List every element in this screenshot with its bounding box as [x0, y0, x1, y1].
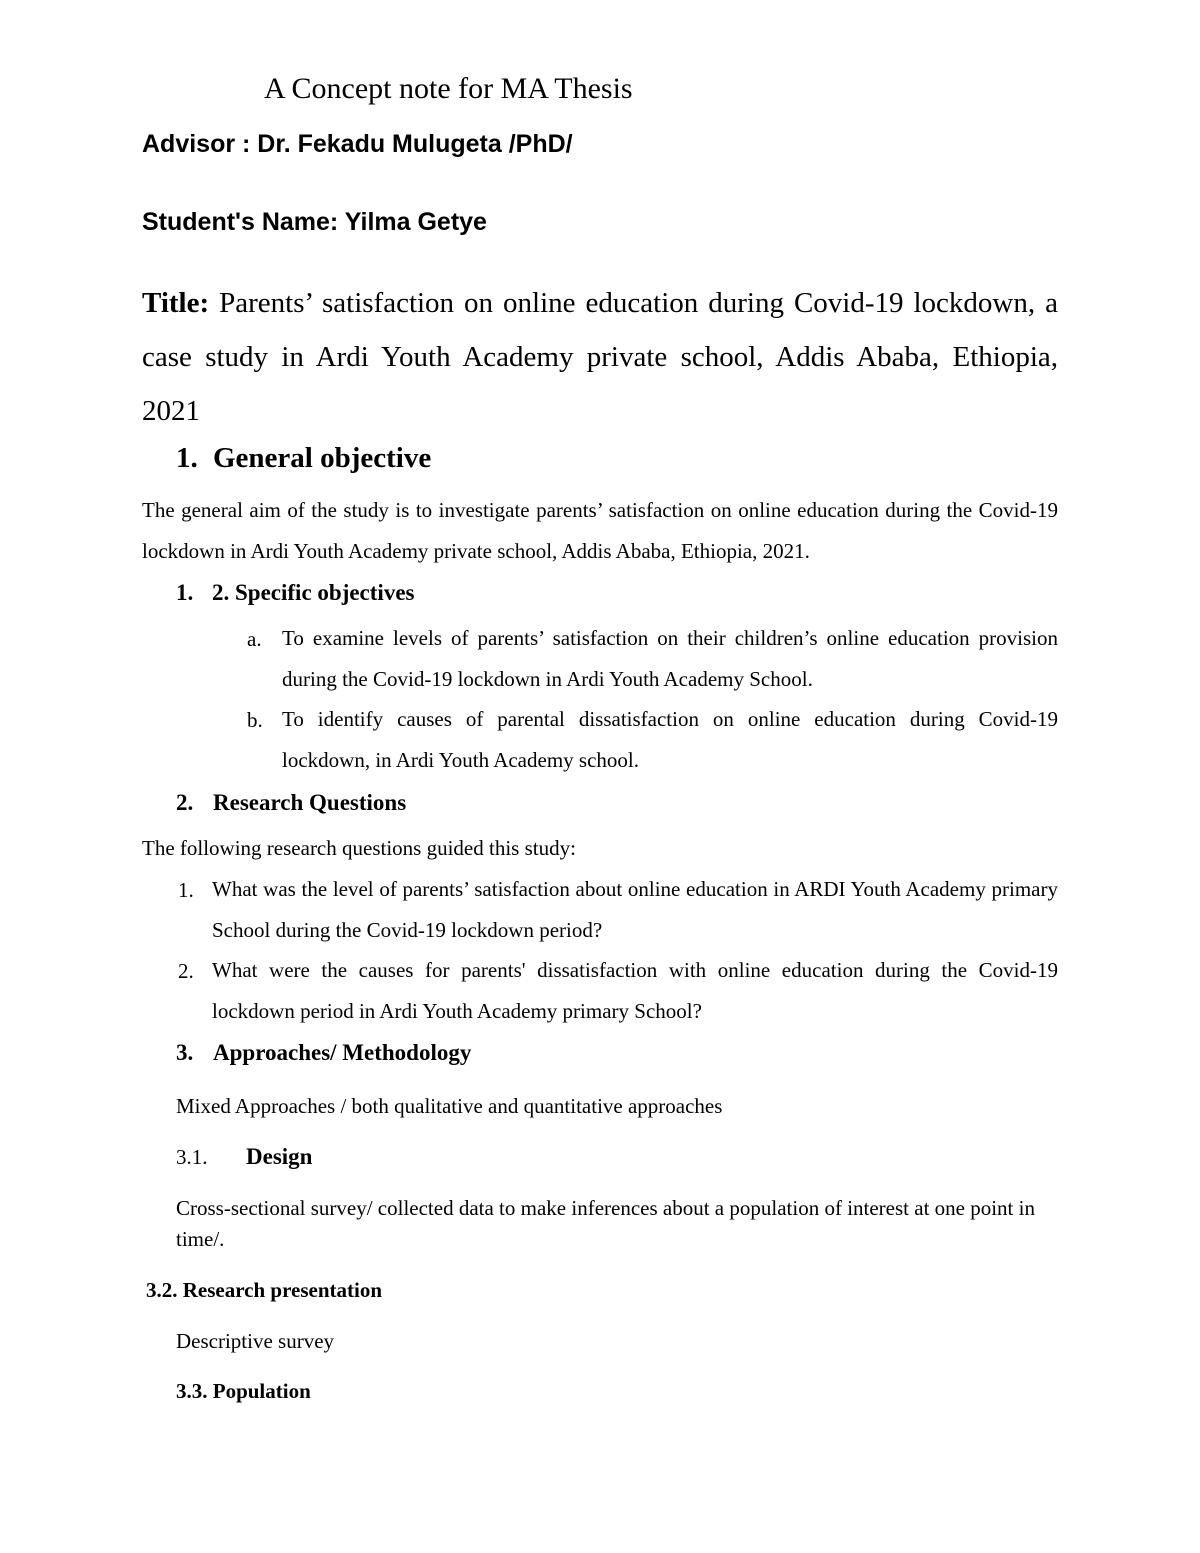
presentation-heading: 3.2. Research presentation	[146, 1278, 383, 1302]
design-heading: Design	[246, 1144, 313, 1169]
population-heading: 3.3. Population	[176, 1379, 311, 1403]
title-text: Parents’ satisfaction on online education during Covid-19 lockdown, a case study in Ardi Youth Academy private school, Addis Ababa, Ethiopia, 2021	[142, 287, 1058, 427]
objective-a-marker: a.	[247, 627, 262, 651]
research-questions-heading: Research Questions	[213, 790, 407, 815]
methodology-text: Mixed Approaches / both qualitative and quantitative approaches	[176, 1094, 723, 1118]
student-name-line: Student's Name: Yilma Getye	[142, 208, 487, 236]
question-1-text: What was the level of parents’ satisfaction about online education in ARDI Youth Academy primary School during the Covid-19 lockdown period?	[212, 877, 1058, 942]
question-2-text: What were the causes for parents' dissatisfaction with online education during the Covid-19 lockdown period in Ardi Youth Academy primary School?	[212, 958, 1058, 1023]
presentation-text: Descriptive survey	[176, 1329, 335, 1353]
general-objective-number: 1.	[176, 442, 198, 474]
general-objective-text: The general aim of the study is to investigate parents’ satisfaction on online education during the Covid-19 lockdown in Ardi Youth Academy private school, Addis Ababa, Ethiopia, 2021.	[142, 498, 1058, 563]
specific-objectives-heading: 2. Specific objectives	[212, 580, 415, 605]
question-1-marker: 1.	[178, 878, 194, 902]
design-number: 3.1.	[176, 1145, 208, 1169]
research-questions-intro: The following research questions guided this study:	[142, 836, 576, 860]
objective-a-text: To examine levels of parents’ satisfaction on their children’s online education provision during the Covid-19 lockdown in Ardi Youth Academy School.	[282, 626, 1058, 691]
document-title: A Concept note for MA Thesis	[264, 72, 633, 105]
methodology-number: 3.	[176, 1040, 194, 1065]
thesis-title	[142, 276, 1058, 438]
design-text: Cross-sectional survey/ collected data to make inferences about a population of interest at one point in time/.	[176, 1196, 1035, 1251]
general-objective-heading: General objective	[213, 442, 432, 474]
methodology-heading: Approaches/ Methodology	[213, 1040, 472, 1065]
question-2-marker: 2.	[178, 959, 194, 983]
specific-objectives-number: 1.	[176, 580, 194, 605]
research-questions-number: 2.	[176, 790, 194, 815]
objective-b-text: To identify causes of parental dissatisfaction on online education during Covid-19 lockdown, in Ardi Youth Academy school.	[282, 707, 1058, 772]
objective-b-marker: b.	[247, 708, 263, 732]
advisor-line: Advisor : Dr. Fekadu Mulugeta /PhD/	[142, 130, 573, 158]
title-label: Title:	[142, 287, 210, 319]
